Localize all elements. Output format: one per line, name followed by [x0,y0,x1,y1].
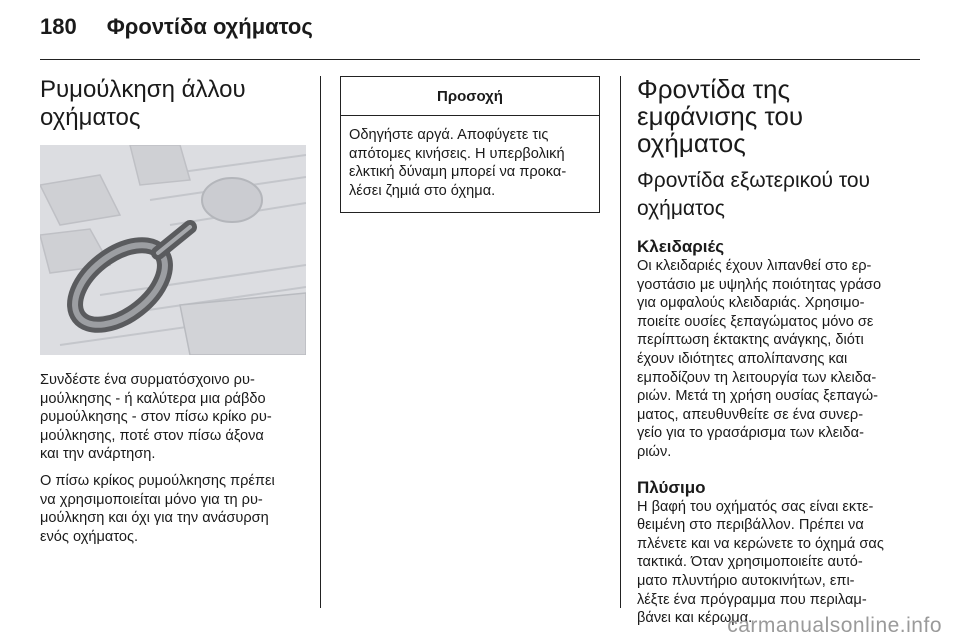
tow-hook-figure [40,145,306,355]
locks-heading: Κλειδαριές [637,237,725,256]
left-column [40,72,306,546]
title-line: Φροντίδα της [637,74,791,104]
towing-paragraph-1 [40,371,306,464]
text-line: γείο για το γρασάρισμα των κλειδα- [637,425,864,442]
text-line: μούλκηση και όχι για την ανάσυρση [40,510,269,527]
text-line: βάνει και κέρωμα. [637,610,753,627]
text-line: Η βαφή του οχήματός σας είναι εκτε- [637,498,874,515]
washing-text [637,498,920,628]
text-line: τακτικά. Όταν χρησιμοποιείτε αυτό- [637,554,863,571]
middle-column [340,72,600,213]
caution-title: Προσοχή [341,77,599,116]
towing-paragraph-2 [40,472,306,546]
text-line: ριών. [637,443,672,460]
text-line: Συνδέστε ένα συρματόσχοινο ρυ- [40,372,255,388]
chapter-title: Φροντίδα οχήματος [106,14,313,39]
right-column [637,72,920,628]
text-line: γοστάσιο με υψηλής ποιότητας γράσο [637,276,882,293]
page-header [40,14,313,50]
text-line: και την ανάρτηση. [40,446,156,463]
caution-body [341,116,599,212]
text-line: να χρησιμοποιείται μόνο για τη ρυ- [40,491,263,508]
text-line: μούλκησης, ποτέ στον πίσω άξονα [40,427,264,444]
text-line: Οι κλειδαριές έχουν λιπανθεί στο ερ- [637,258,872,274]
text-line: ενός οχήματος. [40,528,139,545]
text-line: ματο πλυντήριο αυτοκινήτων, επι- [637,572,855,589]
text-line: θειμένη στο περιβάλλον. Πρέπει να [637,517,864,534]
text-line: ρυμούλκησης - στον πίσω κρίκο ρυ- [40,409,272,426]
subtitle-line: οχήματος [637,197,725,220]
watermark: carmanualsonline.info [727,614,942,637]
text-line: Ο πίσω κρίκος ρυμούλκησης πρέπει [40,472,275,489]
text-line: για ομφαλούς κλειδαριάς. Χρησιμο- [637,295,865,312]
text-line: ριών. Μετά τη χρήση ουσίας ξεπαγώ- [637,388,879,405]
text-line: πλένετε και να κερώνετε το όχημά σας [637,535,884,552]
towing-title [40,76,306,132]
caution-box [340,76,600,213]
header-divider [40,59,920,60]
text-line: λέξτε ένα πρόγραμμα που περιλαμ- [637,591,867,608]
title-line: εμφάνισης του [637,101,804,131]
exterior-care-subtitle [637,167,920,223]
washing-heading: Πλύσιμο [637,477,706,497]
title-line: οχήματος [637,128,746,158]
text-line: μούλκησης - ή καλύτερα μια ράβδο [40,390,266,407]
towing-title-line1: Ρυμούλκηση άλλου [40,76,246,103]
text-line: περίπτωση έκτακτης ανάγκης, διότι [637,332,864,349]
text-line: λέσει ζημιά στο όχημα. [349,182,496,199]
text-line: ποιείτε ουσίες ξεπαγώματος μόνο σε [637,313,874,330]
subtitle-line: Φροντίδα εξωτερικού του [637,169,871,192]
text-line: ματος, απευθυνθείτε σε ένα συνερ- [637,406,864,423]
page-number: 180 [40,14,77,39]
towing-title-line2: οχήματος [40,104,141,131]
column-divider-1 [320,76,321,608]
text-line: Οδηγήστε αργά. Αποφύγετε τις [349,127,549,143]
towing-text [40,371,306,546]
appearance-care-title [637,76,920,157]
column-divider-2 [620,76,621,608]
tow-hook-illustration-icon [40,145,306,355]
text-line: απότομες κινήσεις. Η υπερβολική [349,145,565,162]
text-line: έχουν ιδιότητες απολίπανσης και [637,350,848,367]
text-line: ελκτική δύναμη μπορεί να προκα- [349,164,567,181]
text-line: εμποδίζουν τη λειτουργία των κλειδα- [637,369,877,386]
locks-text [637,257,920,462]
